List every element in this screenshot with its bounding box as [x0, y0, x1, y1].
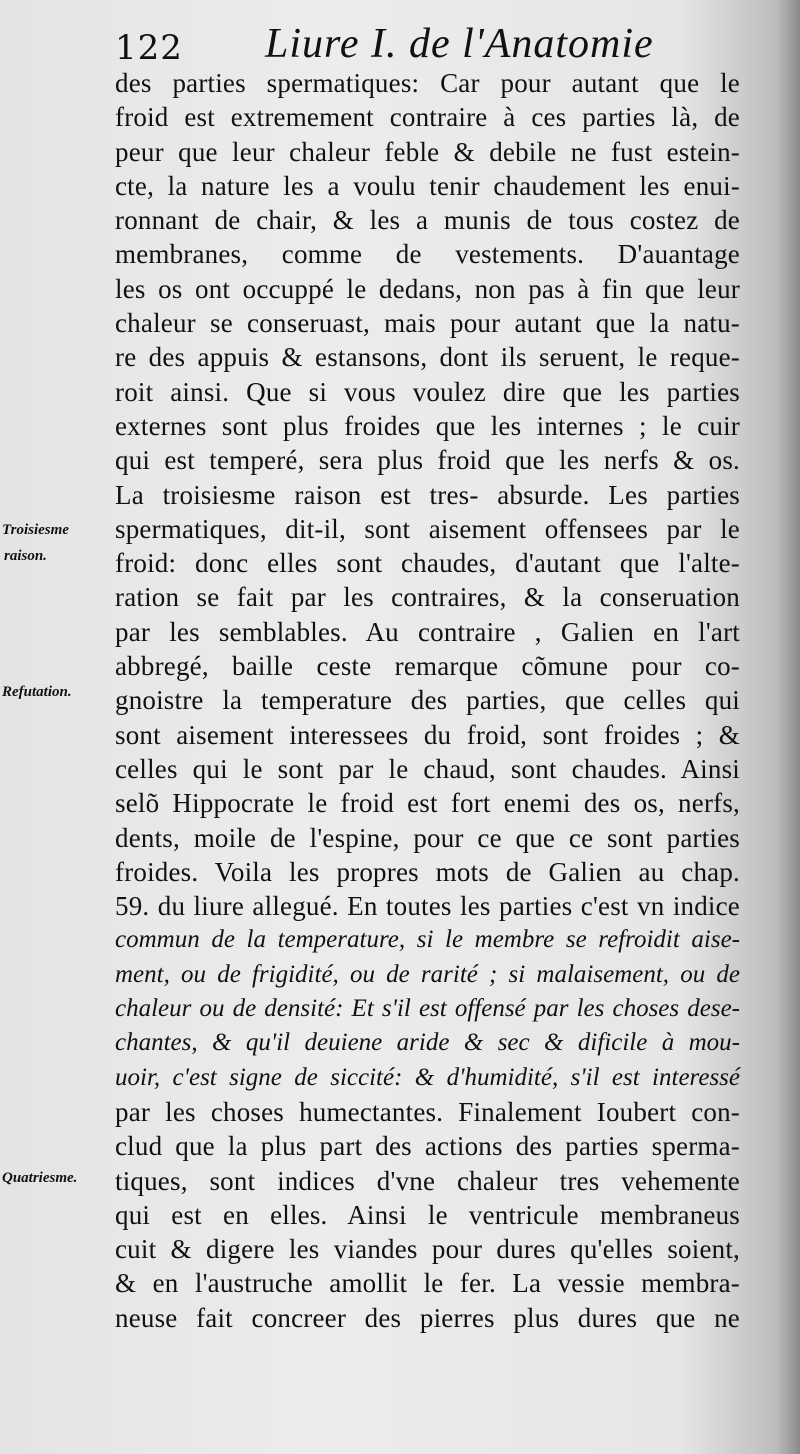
text-line: abbregé, baille ceste remarque cõmune pour co- — [115, 651, 740, 682]
text-line: membranes, comme de vestements. D'auantage — [115, 239, 740, 270]
text-line: peur que leur chaleur feble & debile ne fust estein- — [115, 136, 740, 167]
text-line: selõ Hippocrate le froid est fort enemi des os, nerfs, — [115, 788, 740, 819]
text-line: froid est extremement contraire à ces parties là, de — [115, 102, 740, 133]
text-line: qui est temperé, sera plus froid que les nerfs & os. — [115, 445, 740, 476]
text-line: 59. du liure allegué. En toutes les parties c'est vn indice — [115, 891, 740, 922]
text-line: cte, la nature les a voulu tenir chaudement les enui- — [115, 170, 740, 201]
margin-note-refutation: Refutation. — [2, 684, 72, 700]
text-line: sont aisement interessees du froid, sont froides ; & — [115, 719, 740, 750]
text-line-italic: commun de la temperature, si le membre se refroidit aise- — [115, 926, 740, 954]
text-line-italic: uoir, c'est signe de siccité: & d'humidité, s'il est interessé — [115, 1063, 740, 1091]
page-number: 122 — [115, 28, 183, 68]
text-line: chaleur se conseruast, mais pour autant que la natu- — [115, 308, 740, 339]
body-text — [115, 66, 740, 1335]
margin-note-raison: raison. — [4, 548, 47, 564]
text-line-italic: chantes, & qu'il deuiene aride & sec & dificile à mou- — [115, 1029, 740, 1057]
text-line: clud que la plus part des actions des parties sperma- — [115, 1131, 740, 1162]
text-line: externes sont plus froides que les internes ; le cuir — [115, 410, 740, 441]
text-line: dents, moile de l'espine, pour ce que ce sont parties — [115, 822, 740, 853]
text-line: La troisiesme raison est tres- absurde. Les parties — [115, 479, 740, 510]
text-line: roit ainsi. Que si vous voulez dire que les parties — [115, 376, 740, 407]
text-line-italic: ment, ou de frigidité, ou de rarité ; si malaisement, ou de — [115, 960, 740, 988]
text-line: celles qui le sont par le chaud, sont chaudes. Ainsi — [115, 753, 740, 784]
running-title: Liure I. de l'Anatomie — [265, 21, 654, 67]
margin-note-troisiesme: Troisiesme — [2, 522, 69, 538]
text-line: froid: donc elles sont chaudes, d'autant que l'alte- — [115, 548, 740, 579]
text-line: spermatiques, dit-il, sont aisement offensees par le — [115, 513, 740, 544]
text-line: cuit & digere les viandes pour dures qu'elles soient, — [115, 1234, 740, 1265]
text-line: des parties spermatiques: Car pour autant que le — [115, 68, 740, 98]
text-line: les os ont occuppé le dedans, non pas à fin que leur — [115, 273, 740, 304]
margin-note-quatriesme: Quatriesme. — [2, 1170, 78, 1186]
text-line: neuse fait concreer des pierres plus dures que ne — [115, 1302, 740, 1333]
text-line: tiques, sont indices d'vne chaleur tres vehemente — [115, 1165, 740, 1196]
text-line: par les semblables. Au contraire , Galien en l'art — [115, 616, 740, 647]
text-line-italic: chaleur ou de densité: Et s'il est offensé par les choses dese- — [115, 995, 740, 1023]
text-line: ronnant de chair, & les a munis de tous costez de — [115, 205, 740, 236]
text-line: qui est en elles. Ainsi le ventricule membraneus — [115, 1199, 740, 1230]
text-line: ration se fait par les contraires, & la conseruation — [115, 582, 740, 613]
text-line: par les choses humectantes. Finalement Ioubert con- — [115, 1096, 740, 1127]
text-line: re des appuis & estansons, dont ils seruent, le reque- — [115, 342, 740, 373]
text-line: froides. Voila les propres mots de Galien au chap. — [115, 856, 740, 887]
text-line: gnoistre la temperature des parties, que celles qui — [115, 685, 740, 716]
page-header — [115, 20, 755, 70]
text-line: & en l'austruche amollit le fer. La vessie membra- — [115, 1268, 740, 1299]
